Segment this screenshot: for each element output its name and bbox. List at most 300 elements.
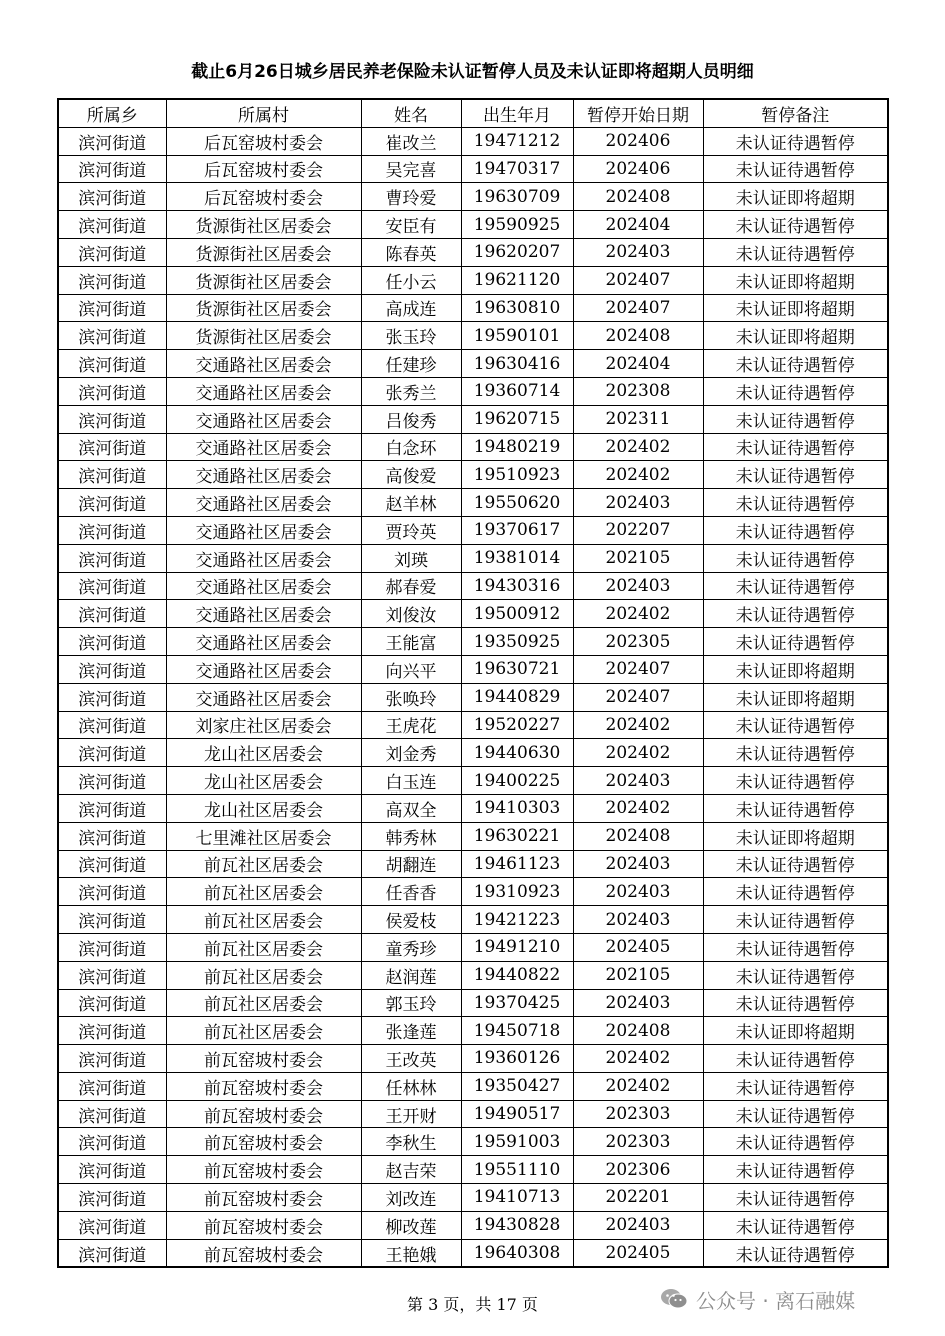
suspend-note-cell: 未认证即将超期 (703, 322, 888, 350)
village-cell: 交通路社区居委会 (166, 655, 361, 683)
suspend-note-cell: 未认证即将超期 (703, 822, 888, 850)
suspend-note-cell: 未认证即将超期 (703, 683, 888, 711)
name-cell: 侯爱枝 (361, 906, 461, 934)
township-cell: 滨河街道 (58, 850, 166, 878)
table-row (58, 933, 888, 961)
name-cell: 高俊爱 (361, 461, 461, 489)
table-row (58, 350, 888, 378)
suspend-note-cell: 未认证待遇暂停 (703, 211, 888, 239)
roster-table (57, 98, 889, 1268)
suspend-note-cell: 未认证待遇暂停 (703, 1156, 888, 1184)
suspend-note-cell: 未认证待遇暂停 (703, 1239, 888, 1267)
name-cell: 刘改连 (361, 1184, 461, 1212)
suspend-start-cell: 202405 (573, 1239, 703, 1267)
suspend-note-cell: 未认证待遇暂停 (703, 350, 888, 378)
village-cell: 交通路社区居委会 (166, 350, 361, 378)
name-cell: 王艳娥 (361, 1239, 461, 1267)
township-cell: 滨河街道 (58, 1128, 166, 1156)
township-cell: 滨河街道 (58, 1017, 166, 1045)
suspend-note-cell: 未认证待遇暂停 (703, 1072, 888, 1100)
birth-date-cell: 19620715 (461, 405, 573, 433)
township-cell: 滨河街道 (58, 933, 166, 961)
table-row (58, 489, 888, 517)
village-cell: 前瓦社区居委会 (166, 989, 361, 1017)
village-cell: 货源街社区居委会 (166, 294, 361, 322)
suspend-start-cell: 202403 (573, 989, 703, 1017)
birth-date-cell: 19471212 (461, 127, 573, 155)
table-row (58, 266, 888, 294)
name-cell: 高成连 (361, 294, 461, 322)
table-row (58, 1128, 888, 1156)
name-cell: 张唤玲 (361, 683, 461, 711)
suspend-note-cell: 未认证待遇暂停 (703, 405, 888, 433)
table-row (58, 183, 888, 211)
name-cell: 刘瑛 (361, 544, 461, 572)
suspend-start-cell: 202402 (573, 794, 703, 822)
birth-date-cell: 19370425 (461, 989, 573, 1017)
village-cell: 前瓦窑坡村委会 (166, 1072, 361, 1100)
village-cell: 前瓦社区居委会 (166, 906, 361, 934)
name-cell: 柳改莲 (361, 1211, 461, 1239)
suspend-note-cell: 未认证待遇暂停 (703, 516, 888, 544)
name-cell: 吕俊秀 (361, 405, 461, 433)
table-row (58, 961, 888, 989)
suspend-start-cell: 202404 (573, 211, 703, 239)
suspend-start-cell: 202402 (573, 711, 703, 739)
suspend-start-cell: 202408 (573, 322, 703, 350)
table-row (58, 1017, 888, 1045)
village-cell: 货源街社区居委会 (166, 238, 361, 266)
township-cell: 滨河街道 (58, 1239, 166, 1267)
table-row (58, 878, 888, 906)
name-cell: 张玉玲 (361, 322, 461, 350)
village-cell: 后瓦窑坡村委会 (166, 127, 361, 155)
birth-date-cell: 19500912 (461, 600, 573, 628)
township-cell: 滨河街道 (58, 1072, 166, 1100)
column-header-suspend-note: 暂停备注 (703, 99, 888, 127)
birth-date-cell: 19630721 (461, 655, 573, 683)
suspend-note-cell: 未认证待遇暂停 (703, 794, 888, 822)
birth-date-cell: 19410303 (461, 794, 573, 822)
column-header-name: 姓名 (361, 99, 461, 127)
township-cell: 滨河街道 (58, 739, 166, 767)
table-row (58, 211, 888, 239)
suspend-start-cell: 202408 (573, 183, 703, 211)
name-cell: 任林林 (361, 1072, 461, 1100)
village-cell: 货源街社区居委会 (166, 266, 361, 294)
suspend-note-cell: 未认证待遇暂停 (703, 1184, 888, 1212)
birth-date-cell: 19450718 (461, 1017, 573, 1045)
suspend-note-cell: 未认证待遇暂停 (703, 489, 888, 517)
name-cell: 吴完喜 (361, 155, 461, 183)
township-cell: 滨河街道 (58, 878, 166, 906)
name-cell: 胡翻连 (361, 850, 461, 878)
name-cell: 任小云 (361, 266, 461, 294)
name-cell: 王虎花 (361, 711, 461, 739)
suspend-note-cell: 未认证待遇暂停 (703, 711, 888, 739)
table-row (58, 655, 888, 683)
township-cell: 滨河街道 (58, 183, 166, 211)
birth-date-cell: 19350925 (461, 628, 573, 656)
birth-date-cell: 19510923 (461, 461, 573, 489)
birth-date-cell: 19620207 (461, 238, 573, 266)
table-row (58, 711, 888, 739)
table-row (58, 1100, 888, 1128)
suspend-note-cell: 未认证待遇暂停 (703, 544, 888, 572)
suspend-start-cell: 202407 (573, 655, 703, 683)
township-cell: 滨河街道 (58, 377, 166, 405)
birth-date-cell: 19461123 (461, 850, 573, 878)
table-row (58, 572, 888, 600)
village-cell: 刘家庄社区居委会 (166, 711, 361, 739)
suspend-note-cell: 未认证待遇暂停 (703, 767, 888, 795)
suspend-start-cell: 202403 (573, 572, 703, 600)
birth-date-cell: 19360714 (461, 377, 573, 405)
name-cell: 陈春英 (361, 238, 461, 266)
suspend-start-cell: 202404 (573, 350, 703, 378)
suspend-note-cell: 未认证待遇暂停 (703, 572, 888, 600)
suspend-note-cell: 未认证待遇暂停 (703, 933, 888, 961)
birth-date-cell: 19491210 (461, 933, 573, 961)
village-cell: 前瓦窑坡村委会 (166, 1128, 361, 1156)
village-cell: 交通路社区居委会 (166, 433, 361, 461)
name-cell: 白玉连 (361, 767, 461, 795)
village-cell: 龙山社区居委会 (166, 739, 361, 767)
table-row (58, 238, 888, 266)
birth-date-cell: 19630810 (461, 294, 573, 322)
name-cell: 郭玉玲 (361, 989, 461, 1017)
village-cell: 交通路社区居委会 (166, 683, 361, 711)
table-row (58, 461, 888, 489)
township-cell: 滨河街道 (58, 322, 166, 350)
birth-date-cell: 19310923 (461, 878, 573, 906)
village-cell: 交通路社区居委会 (166, 461, 361, 489)
suspend-note-cell: 未认证待遇暂停 (703, 1045, 888, 1073)
suspend-start-cell: 202306 (573, 1156, 703, 1184)
suspend-note-cell: 未认证即将超期 (703, 266, 888, 294)
birth-date-cell: 19520227 (461, 711, 573, 739)
suspend-note-cell: 未认证待遇暂停 (703, 989, 888, 1017)
name-cell: 王能富 (361, 628, 461, 656)
township-cell: 滨河街道 (58, 767, 166, 795)
table-body (58, 127, 888, 1267)
township-cell: 滨河街道 (58, 906, 166, 934)
township-cell: 滨河街道 (58, 350, 166, 378)
village-cell: 货源街社区居委会 (166, 322, 361, 350)
name-cell: 任香香 (361, 878, 461, 906)
birth-date-cell: 19590101 (461, 322, 573, 350)
village-cell: 前瓦窑坡村委会 (166, 1100, 361, 1128)
suspend-start-cell: 202403 (573, 1211, 703, 1239)
suspend-start-cell: 202408 (573, 822, 703, 850)
table-row (58, 155, 888, 183)
table-row (58, 1072, 888, 1100)
suspend-start-cell: 202311 (573, 405, 703, 433)
suspend-start-cell: 202402 (573, 1072, 703, 1100)
watermark (660, 1284, 855, 1314)
birth-date-cell: 19621120 (461, 266, 573, 294)
village-cell: 货源街社区居委会 (166, 211, 361, 239)
suspend-start-cell: 202308 (573, 377, 703, 405)
table-row (58, 850, 888, 878)
suspend-note-cell: 未认证待遇暂停 (703, 850, 888, 878)
village-cell: 七里滩社区居委会 (166, 822, 361, 850)
birth-date-cell: 19630221 (461, 822, 573, 850)
name-cell: 张逢莲 (361, 1017, 461, 1045)
township-cell: 滨河街道 (58, 127, 166, 155)
table-row (58, 433, 888, 461)
village-cell: 前瓦社区居委会 (166, 961, 361, 989)
township-cell: 滨河街道 (58, 572, 166, 600)
suspend-start-cell: 202305 (573, 628, 703, 656)
suspend-start-cell: 202402 (573, 461, 703, 489)
village-cell: 后瓦窑坡村委会 (166, 183, 361, 211)
suspend-note-cell: 未认证待遇暂停 (703, 238, 888, 266)
township-cell: 滨河街道 (58, 711, 166, 739)
suspend-note-cell: 未认证即将超期 (703, 183, 888, 211)
township-cell: 滨河街道 (58, 405, 166, 433)
birth-date-cell: 19410713 (461, 1184, 573, 1212)
suspend-note-cell: 未认证待遇暂停 (703, 600, 888, 628)
suspend-start-cell: 202303 (573, 1100, 703, 1128)
suspend-start-cell: 202402 (573, 1045, 703, 1073)
village-cell: 交通路社区居委会 (166, 572, 361, 600)
name-cell: 赵吉荣 (361, 1156, 461, 1184)
suspend-start-cell: 202408 (573, 1017, 703, 1045)
column-header-township: 所属乡 (58, 99, 166, 127)
village-cell: 交通路社区居委会 (166, 516, 361, 544)
name-cell: 赵羊林 (361, 489, 461, 517)
birth-date-cell: 19381014 (461, 544, 573, 572)
table-row (58, 794, 888, 822)
suspend-note-cell: 未认证待遇暂停 (703, 377, 888, 405)
village-cell: 交通路社区居委会 (166, 544, 361, 572)
village-cell: 交通路社区居委会 (166, 405, 361, 433)
suspend-start-cell: 202105 (573, 961, 703, 989)
village-cell: 前瓦社区居委会 (166, 933, 361, 961)
village-cell: 交通路社区居委会 (166, 377, 361, 405)
name-cell: 任建珍 (361, 350, 461, 378)
township-cell: 滨河街道 (58, 1156, 166, 1184)
birth-date-cell: 19421223 (461, 906, 573, 934)
column-header-suspend-start: 暂停开始日期 (573, 99, 703, 127)
column-header-birth-date: 出生年月 (461, 99, 573, 127)
name-cell: 李秋生 (361, 1128, 461, 1156)
table-row (58, 822, 888, 850)
name-cell: 刘金秀 (361, 739, 461, 767)
name-cell: 刘俊汝 (361, 600, 461, 628)
suspend-start-cell: 202403 (573, 850, 703, 878)
village-cell: 前瓦窑坡村委会 (166, 1156, 361, 1184)
birth-date-cell: 19440630 (461, 739, 573, 767)
suspend-note-cell: 未认证即将超期 (703, 655, 888, 683)
table-row (58, 906, 888, 934)
name-cell: 曹玲爱 (361, 183, 461, 211)
suspend-start-cell: 202402 (573, 600, 703, 628)
name-cell: 韩秀林 (361, 822, 461, 850)
suspend-note-cell: 未认证待遇暂停 (703, 628, 888, 656)
table-row (58, 989, 888, 1017)
township-cell: 滨河街道 (58, 544, 166, 572)
township-cell: 滨河街道 (58, 1045, 166, 1073)
birth-date-cell: 19591003 (461, 1128, 573, 1156)
suspend-start-cell: 202201 (573, 1184, 703, 1212)
township-cell: 滨河街道 (58, 655, 166, 683)
birth-date-cell: 19350427 (461, 1072, 573, 1100)
table-row (58, 767, 888, 795)
suspend-start-cell: 202402 (573, 433, 703, 461)
suspend-note-cell: 未认证待遇暂停 (703, 878, 888, 906)
township-cell: 滨河街道 (58, 211, 166, 239)
suspend-start-cell: 202403 (573, 906, 703, 934)
table-row (58, 544, 888, 572)
township-cell: 滨河街道 (58, 600, 166, 628)
suspend-note-cell: 未认证待遇暂停 (703, 1211, 888, 1239)
document-title: 截止6月26日城乡居民养老保险未认证暂停人员及未认证即将超期人员明细 (191, 62, 754, 82)
village-cell: 前瓦窑坡村委会 (166, 1045, 361, 1073)
village-cell: 前瓦窑坡村委会 (166, 1211, 361, 1239)
village-cell: 前瓦窑坡村委会 (166, 1239, 361, 1267)
village-cell: 后瓦窑坡村委会 (166, 155, 361, 183)
birth-date-cell: 19360126 (461, 1045, 573, 1073)
suspend-start-cell: 202402 (573, 739, 703, 767)
township-cell: 滨河街道 (58, 683, 166, 711)
suspend-start-cell: 202403 (573, 767, 703, 795)
page-number: 第 3 页，共 17 页 (407, 1295, 538, 1314)
table-row (58, 127, 888, 155)
suspend-start-cell: 202407 (573, 683, 703, 711)
township-cell: 滨河街道 (58, 155, 166, 183)
suspend-note-cell: 未认证待遇暂停 (703, 1128, 888, 1156)
table-row (58, 1045, 888, 1073)
township-cell: 滨河街道 (58, 516, 166, 544)
township-cell: 滨河街道 (58, 628, 166, 656)
table-header-row (58, 99, 888, 127)
name-cell: 向兴平 (361, 655, 461, 683)
village-cell: 前瓦社区居委会 (166, 1017, 361, 1045)
table-row (58, 1211, 888, 1239)
name-cell: 白念环 (361, 433, 461, 461)
table-row (58, 516, 888, 544)
village-cell: 前瓦社区居委会 (166, 878, 361, 906)
suspend-note-cell: 未认证待遇暂停 (703, 433, 888, 461)
wechat-icon (660, 1288, 688, 1310)
name-cell: 童秀珍 (361, 933, 461, 961)
table-row (58, 294, 888, 322)
column-header-village: 所属村 (166, 99, 361, 127)
village-cell: 交通路社区居委会 (166, 489, 361, 517)
township-cell: 滨河街道 (58, 1211, 166, 1239)
birth-date-cell: 19551110 (461, 1156, 573, 1184)
birth-date-cell: 19370617 (461, 516, 573, 544)
watermark-text: 公众号 · 离石融媒 (696, 1288, 856, 1313)
suspend-note-cell: 未认证待遇暂停 (703, 155, 888, 183)
birth-date-cell: 19440829 (461, 683, 573, 711)
suspend-start-cell: 202406 (573, 155, 703, 183)
suspend-start-cell: 202405 (573, 933, 703, 961)
birth-date-cell: 19630709 (461, 183, 573, 211)
township-cell: 滨河街道 (58, 266, 166, 294)
suspend-start-cell: 202407 (573, 266, 703, 294)
name-cell: 崔改兰 (361, 127, 461, 155)
name-cell: 高双全 (361, 794, 461, 822)
birth-date-cell: 19550620 (461, 489, 573, 517)
township-cell: 滨河街道 (58, 489, 166, 517)
township-cell: 滨河街道 (58, 238, 166, 266)
table-row (58, 683, 888, 711)
suspend-note-cell: 未认证待遇暂停 (703, 739, 888, 767)
birth-date-cell: 19630416 (461, 350, 573, 378)
name-cell: 贾玲英 (361, 516, 461, 544)
table-row (58, 405, 888, 433)
township-cell: 滨河街道 (58, 1184, 166, 1212)
township-cell: 滨河街道 (58, 294, 166, 322)
table-row (58, 377, 888, 405)
township-cell: 滨河街道 (58, 433, 166, 461)
suspend-start-cell: 202207 (573, 516, 703, 544)
suspend-start-cell: 202407 (573, 294, 703, 322)
table-row (58, 322, 888, 350)
suspend-note-cell: 未认证待遇暂停 (703, 461, 888, 489)
birth-date-cell: 19430316 (461, 572, 573, 600)
suspend-start-cell: 202105 (573, 544, 703, 572)
suspend-start-cell: 202403 (573, 489, 703, 517)
name-cell: 安臣有 (361, 211, 461, 239)
suspend-note-cell: 未认证待遇暂停 (703, 1100, 888, 1128)
township-cell: 滨河街道 (58, 461, 166, 489)
birth-date-cell: 19430828 (461, 1211, 573, 1239)
birth-date-cell: 19470317 (461, 155, 573, 183)
birth-date-cell: 19440822 (461, 961, 573, 989)
table-row (58, 1156, 888, 1184)
table-row (58, 600, 888, 628)
name-cell: 张秀兰 (361, 377, 461, 405)
suspend-start-cell: 202403 (573, 878, 703, 906)
suspend-start-cell: 202303 (573, 1128, 703, 1156)
village-cell: 龙山社区居委会 (166, 794, 361, 822)
name-cell: 王开财 (361, 1100, 461, 1128)
suspend-note-cell: 未认证即将超期 (703, 294, 888, 322)
village-cell: 交通路社区居委会 (166, 628, 361, 656)
village-cell: 前瓦窑坡村委会 (166, 1184, 361, 1212)
birth-date-cell: 19480219 (461, 433, 573, 461)
village-cell: 前瓦社区居委会 (166, 850, 361, 878)
township-cell: 滨河街道 (58, 794, 166, 822)
village-cell: 龙山社区居委会 (166, 767, 361, 795)
table-row (58, 628, 888, 656)
birth-date-cell: 19490517 (461, 1100, 573, 1128)
table-row (58, 739, 888, 767)
township-cell: 滨河街道 (58, 1100, 166, 1128)
township-cell: 滨河街道 (58, 961, 166, 989)
suspend-note-cell: 未认证即将超期 (703, 1017, 888, 1045)
birth-date-cell: 19640308 (461, 1239, 573, 1267)
suspend-start-cell: 202406 (573, 127, 703, 155)
suspend-note-cell: 未认证待遇暂停 (703, 127, 888, 155)
suspend-note-cell: 未认证待遇暂停 (703, 906, 888, 934)
table-row (58, 1239, 888, 1267)
birth-date-cell: 19400225 (461, 767, 573, 795)
birth-date-cell: 19590925 (461, 211, 573, 239)
table-row (58, 1184, 888, 1212)
village-cell: 交通路社区居委会 (166, 600, 361, 628)
name-cell: 王改英 (361, 1045, 461, 1073)
name-cell: 赵润莲 (361, 961, 461, 989)
township-cell: 滨河街道 (58, 822, 166, 850)
name-cell: 郝春爱 (361, 572, 461, 600)
suspend-note-cell: 未认证待遇暂停 (703, 961, 888, 989)
township-cell: 滨河街道 (58, 989, 166, 1017)
